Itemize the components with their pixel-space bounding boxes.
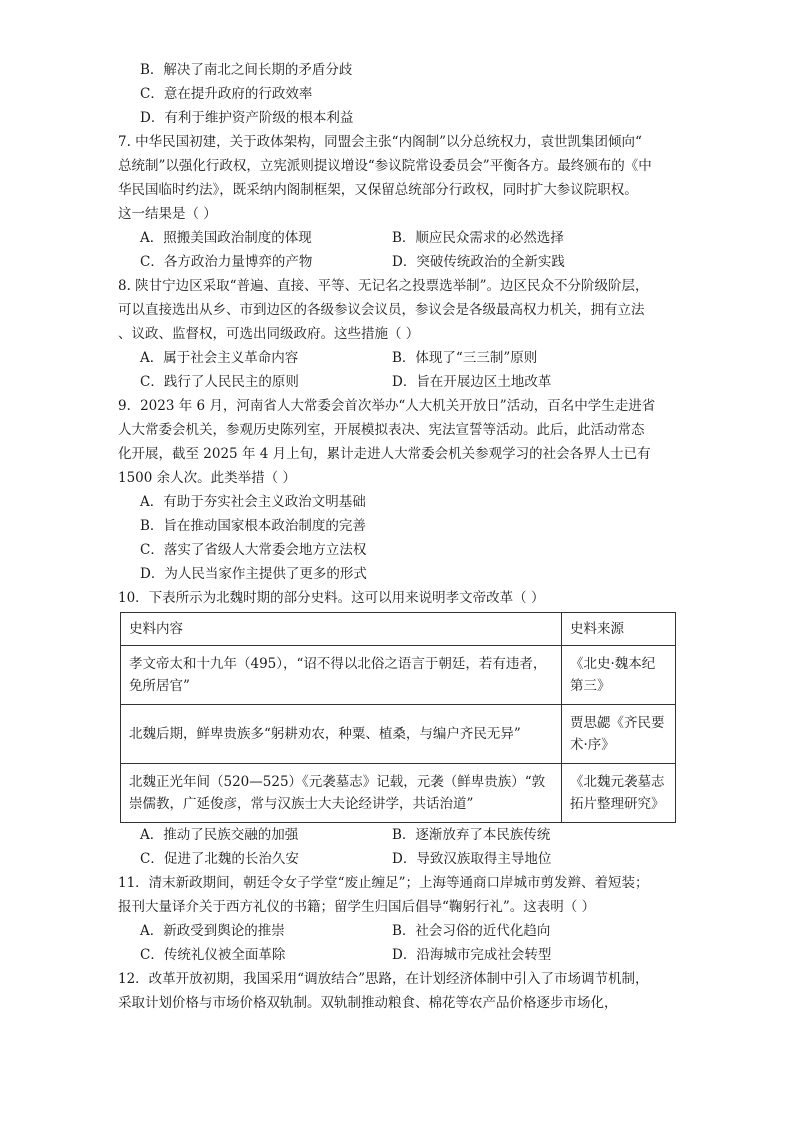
options-row	[118, 943, 678, 967]
option-b[interactable]: B．顺应民众需求的必然选择	[392, 230, 564, 246]
question-12	[118, 967, 678, 1015]
option-d[interactable]: D．为人民当家作主提供了更多的形式	[140, 566, 367, 582]
option-c[interactable]: C．促进了北魏的长治久安	[140, 851, 299, 867]
table-header-row	[121, 613, 676, 646]
question-stem-line: 、议政、监督权，可选出同级政府。这些措施（ ）	[118, 326, 420, 342]
table-cell-source: 贾思勰《齐民要术·序》	[561, 705, 675, 764]
question-stem-line: 华民国临时约法》，既采纳内阁制框架，又保留总统部分行政权，同时扩大参议院职权。	[118, 182, 638, 198]
question-stem-line: 7. 中华民国初建，关于政体架构，同盟会主张“内阁制”以分总统权力，袁世凯集团倾向“	[118, 134, 642, 150]
table-row	[121, 646, 676, 705]
option-a[interactable]: A．新政受到舆论的推崇	[140, 923, 285, 939]
question-10	[118, 586, 678, 871]
option-a[interactable]: A．照搬美国政治制度的体现	[140, 230, 312, 246]
table-row	[121, 705, 676, 764]
option-a[interactable]: A．有助于夯实社会主义政治文明基础	[140, 494, 366, 510]
question-stem-line: 1500 余人次。此类举措（ ）	[118, 470, 296, 486]
option-b[interactable]: B．体现了“三三制”原则	[392, 350, 538, 366]
option-c[interactable]: C．传统礼仪被全面革除	[140, 947, 286, 963]
option-b[interactable]: B．社会习俗的近代化趋向	[392, 923, 551, 939]
question-8	[118, 274, 678, 394]
table-header-content: 史料内容	[121, 613, 562, 646]
question-stem-line: 12．改革开放初期，我国采用“调放结合”思路，在计划经济体制中引入了市场调节机制，	[118, 971, 649, 987]
question-stem-line: 化开展，截至 2025 年 4 月上旬，累计走进人大常委会机关参观学习的社会各界人士已有	[118, 446, 651, 462]
option-c[interactable]: C．践行了人民民主的原则	[140, 374, 299, 390]
table-cell-content: 孝文帝太和十九年（495），“诏不得以北俗之语言于朝廷，若有违者，免所居官”	[121, 646, 562, 705]
table-cell-content: 北魏正光年间（520—525）《元袭墓志》记载，元袭（鲜卑贵族）“敦崇儒教，广延俊彦，常与汉族士大夫论经讲学，共话治道”	[121, 764, 562, 823]
options-row	[118, 847, 678, 871]
options-row	[118, 919, 678, 943]
question-6-options	[118, 58, 678, 130]
question-7	[118, 130, 678, 274]
option-b[interactable]: B．逐渐放弃了本民族传统	[392, 827, 551, 843]
option-c[interactable]: C．意在提升政府的行政效率	[140, 86, 313, 102]
option-d[interactable]: D．突破传统政治的全新实践	[392, 254, 565, 270]
option-d[interactable]: D．导致汉族取得主导地位	[392, 851, 552, 867]
question-stem-line: 可以直接选出从乡、市到边区的各级参议会议员，参议会是各级最高权力机关，拥有立法	[118, 302, 645, 318]
source-table	[120, 612, 676, 823]
table-cell-content: 北魏后期，鲜卑贵族多“躬耕劝农，种粟、植桑，与编户齐民无异”	[121, 705, 562, 764]
question-stem-line: 8. 陕甘宁边区采取“普遍、直接、平等、无记名之投票选举制”。边区民众不分阶级阶层，	[118, 278, 649, 294]
table-cell-source: 《北史·魏本纪第三》	[561, 646, 675, 705]
option-d[interactable]: D．沿海城市完成社会转型	[392, 947, 552, 963]
option-b[interactable]: B．旨在推动国家根本政治制度的完善	[140, 518, 366, 534]
options-row	[118, 226, 678, 250]
option-d[interactable]: D．有利于维护资产阶级的根本利益	[140, 110, 354, 126]
option-d[interactable]: D．旨在开展边区土地改革	[392, 374, 552, 390]
options-row	[118, 250, 678, 274]
options-row	[118, 370, 678, 394]
question-stem-line: 9．2023 年 6 月，河南省人大常委会首次举办“人大机关开放日”活动，百名中学生走进省	[118, 398, 656, 414]
question-stem-line: 采取计划价格与市场价格双轨制。双轨制推动粮食、棉花等农产品价格逐步市场化，	[118, 995, 618, 1011]
option-a[interactable]: A．推动了民族交融的加强	[140, 827, 299, 843]
question-stem-line: 11．清末新政期间，朝廷令女子学堂“废止缠足”；上海等通商口岸城市剪发辫、着短装；	[118, 875, 649, 891]
options-row	[118, 823, 678, 847]
option-c[interactable]: C．落实了省级人大常委会地方立法权	[140, 542, 367, 558]
question-stem-line: 这一结果是（ ）	[118, 206, 217, 222]
question-9	[118, 394, 678, 586]
question-11	[118, 871, 678, 967]
exam-page	[118, 58, 678, 1015]
option-a[interactable]: A．属于社会主义革命内容	[140, 350, 299, 366]
table-cell-source: 《北魏元袭墓志拓片整理研究》	[561, 764, 675, 823]
option-b[interactable]: B．解决了南北之间长期的矛盾分歧	[140, 62, 353, 78]
table-header-source: 史料来源	[561, 613, 675, 646]
options-row	[118, 346, 678, 370]
option-c[interactable]: C．各方政治力量博弈的产物	[140, 254, 313, 270]
table-row	[121, 764, 676, 823]
question-stem-line: 人大常委会机关，参观历史陈列室，开展模拟表决、宪法宣誓等活动。此后，此活动常态	[118, 422, 645, 438]
question-stem-line: 总统制”以强化行政权，立宪派则提议增设“参议院常设委员会”平衡各方。最终颁布的《中	[118, 158, 652, 174]
question-stem: 10．下表所示为北魏时期的部分史料。这可以用来说明孝文帝改革（ ）	[118, 590, 545, 606]
question-stem-line: 报刊大量译介关于西方礼仪的书籍；留学生归国后倡导“鞠躬行礼”。这表明（ ）	[118, 899, 596, 915]
